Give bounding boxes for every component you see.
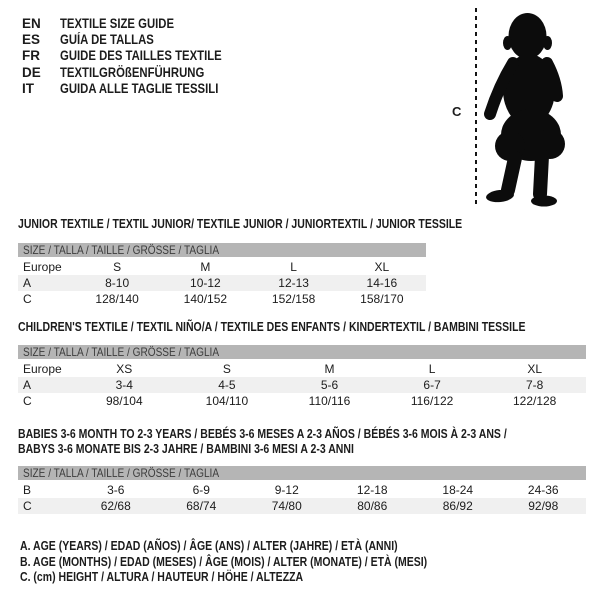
value-cell: 8-10 xyxy=(105,276,130,290)
value-cell: 68/74 xyxy=(186,499,217,513)
value-cell: 116/122 xyxy=(410,394,454,408)
size-cell: M xyxy=(324,362,335,376)
size-header-bar: SIZE / TALLA / TAILLE / GRÖSSE / TAGLIA xyxy=(18,243,426,257)
value-cell: 104/110 xyxy=(205,394,249,408)
table-row-age xyxy=(18,275,426,291)
language-title-list xyxy=(22,15,253,97)
value-cell: 128/140 xyxy=(95,292,139,306)
value-cell: 86/92 xyxy=(442,499,473,513)
value-cell: 74/80 xyxy=(271,499,302,513)
lang-title: TEXTILGRÖßENFÜHRUNG xyxy=(60,64,205,80)
table-row-height xyxy=(18,498,586,514)
table-row-height xyxy=(18,291,426,307)
value-cell: 6-7 xyxy=(423,378,441,392)
row-label: C xyxy=(23,292,32,306)
height-measure-label: C xyxy=(452,104,462,119)
value-cell: 14-16 xyxy=(366,276,398,290)
lang-row-es xyxy=(22,31,253,47)
lang-title: TEXTILE SIZE GUIDE xyxy=(60,15,175,31)
row-label: A xyxy=(23,276,32,290)
footnote-legend xyxy=(20,539,505,586)
lang-title: GUIDE DES TAILLES TEXTILE xyxy=(60,48,222,64)
row-label: Europe xyxy=(23,362,62,376)
footnote-a: A. AGE (YEARS) / EDAD (AÑOS) / ÂGE (ANS) / ALTER (JAHRE) / ETÀ (ANNI) xyxy=(20,539,398,553)
table-title: JUNIOR TEXTILE / TEXTIL JUNIOR/ TEXTILE JUNIOR / JUNIORTEXTIL / JUNIOR TESSILE xyxy=(18,217,463,231)
table-row-europe xyxy=(18,361,586,377)
value-cell: 6-9 xyxy=(192,483,210,497)
value-cell: 62/68 xyxy=(100,499,131,513)
table-row-height xyxy=(18,393,586,409)
value-cell: 12-18 xyxy=(356,483,388,497)
lang-code: ES xyxy=(22,32,41,48)
row-label: B xyxy=(23,483,32,497)
table-title: BABIES 3-6 MONTH TO 2-3 YEARS / BEBÉS 3-6 MESES A 2-3 AÑOS / BÉBÉS 3-6 MOIS À 2-3 ANS / BABYS 3-6 MONATE BIS 2-3 JAHRE / BAMBINI 3-6 MESI A 2-3 ANNI xyxy=(18,427,507,456)
toddler-silhouette-icon xyxy=(480,0,600,215)
babies-textile-table xyxy=(18,427,586,514)
size-header-bar: SIZE / TALLA / TAILLE / GRÖSSE / TAGLIA xyxy=(18,345,586,359)
value-cell: 98/104 xyxy=(105,394,143,408)
lang-row-fr xyxy=(22,48,253,64)
row-label: C xyxy=(23,394,32,408)
lang-row-de xyxy=(22,64,253,80)
value-cell: 24-36 xyxy=(527,483,559,497)
value-cell: 122/128 xyxy=(512,394,557,408)
value-cell: 4-5 xyxy=(218,378,236,392)
table-row-europe xyxy=(18,259,426,275)
size-cell: L xyxy=(428,362,436,376)
size-cell: XL xyxy=(527,362,543,376)
table-row-age xyxy=(18,377,586,393)
height-measure-line xyxy=(475,8,477,206)
row-label: A xyxy=(23,378,32,392)
size-header-bar: SIZE / TALLA / TAILLE / GRÖSSE / TAGLIA xyxy=(18,466,586,480)
lang-code: FR xyxy=(22,48,40,64)
size-cell: S xyxy=(222,362,231,376)
table-title: CHILDREN'S TEXTILE / TEXTIL NIÑO/A / TEXTILE DES ENFANTS / KINDERTEXTIL / BAMBINI TESSILE xyxy=(18,320,526,334)
lang-code: EN xyxy=(22,15,41,31)
childrens-textile-table xyxy=(18,320,586,409)
value-cell: 5-6 xyxy=(320,378,339,392)
footnote-b: B. AGE (MONTHS) / EDAD (MESES) / ÂGE (MOIS) / ALTER (MONATE) / ETÀ (MESI) xyxy=(20,554,428,569)
value-cell: 9-12 xyxy=(274,483,299,497)
size-cell: L xyxy=(290,260,297,274)
value-cell: 12-13 xyxy=(278,276,309,290)
size-cell: XL xyxy=(374,260,390,274)
value-cell: 92/98 xyxy=(528,499,559,513)
value-cell: 7-8 xyxy=(526,378,544,392)
size-cell: S xyxy=(113,260,122,274)
lang-title: GUIDA ALLE TAGLIE TESSILI xyxy=(60,81,219,97)
value-cell: 10-12 xyxy=(190,276,221,290)
row-label: Europe xyxy=(23,260,62,274)
value-cell: 152/158 xyxy=(271,292,316,306)
height-figure xyxy=(440,0,600,215)
size-cell: M xyxy=(200,260,211,274)
value-cell: 140/152 xyxy=(183,292,228,306)
size-cell: XS xyxy=(116,362,133,376)
lang-code: IT xyxy=(22,81,34,97)
value-cell: 80/86 xyxy=(357,499,388,513)
lang-code: DE xyxy=(22,64,41,80)
lang-row-it xyxy=(22,81,253,97)
row-label: C xyxy=(23,499,32,513)
value-cell: 158/170 xyxy=(360,292,404,306)
junior-textile-table xyxy=(18,217,463,307)
value-cell: 18-24 xyxy=(442,483,474,497)
value-cell: 3-4 xyxy=(115,378,133,392)
lang-title: GUÍA DE TALLAS xyxy=(60,32,154,48)
value-cell: 3-6 xyxy=(107,483,125,497)
footnote-c: C. (cm) HEIGHT / ALTURA / HAUTEUR / HÖHE / ALTEZZA xyxy=(20,570,304,584)
value-cell: 110/116 xyxy=(308,394,351,408)
table-row-age-months xyxy=(18,482,586,498)
lang-row-en xyxy=(22,15,253,31)
